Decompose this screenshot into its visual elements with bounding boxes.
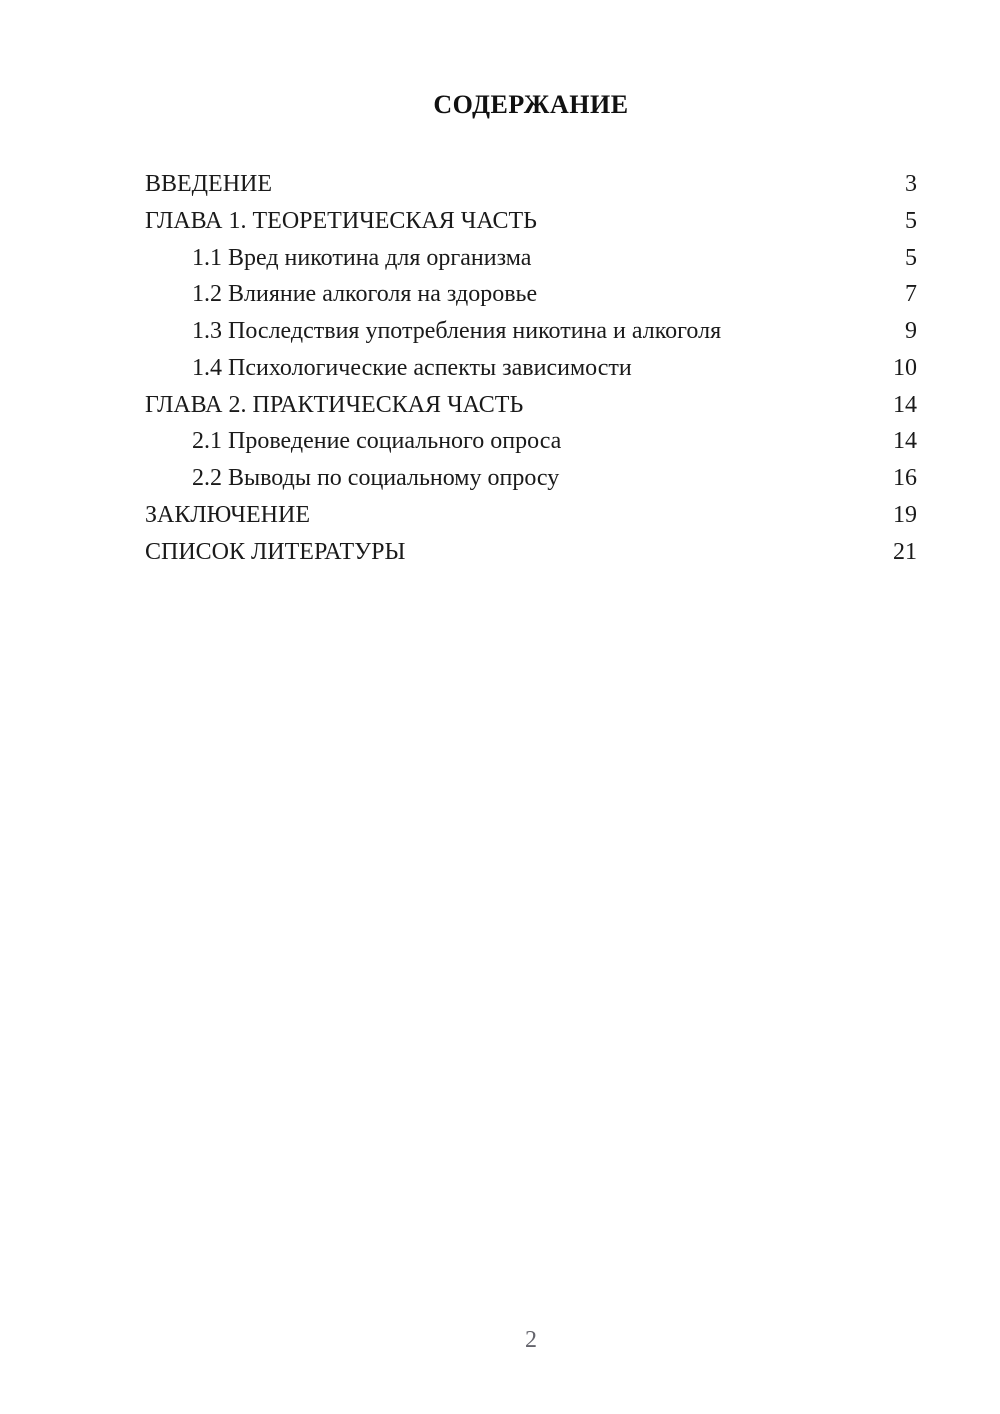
toc-entry: [145, 387, 917, 424]
toc-entry-page-number: 3: [905, 171, 917, 197]
toc-entry-label: 1.2 Влияние алкоголя на здоровье: [192, 281, 538, 308]
toc-entry-label: 2.2 Выводы по социальному опросу: [192, 465, 560, 491]
page-number-footer: 2: [525, 1327, 537, 1353]
toc-entry-page-number: 10: [893, 354, 917, 381]
toc-entry: [145, 534, 917, 571]
toc-entry-page-number: 9: [905, 318, 917, 344]
toc-entry-page-number: 7: [905, 281, 917, 308]
toc-entry-page-number: 14: [893, 391, 917, 418]
toc-entry-label: 1.3 Последствия употребления никотина и алкоголя: [192, 318, 722, 344]
toc-entry: [145, 423, 917, 460]
toc-entry-page-number: 19: [893, 501, 917, 528]
page-title: СОДЕРЖАНИЕ: [433, 90, 629, 119]
toc-entry: [145, 460, 917, 497]
toc-entry-label: ВВЕДЕНИЕ: [145, 171, 273, 197]
toc-entry-label: ГЛАВА 1. ТЕОРЕТИЧЕСКАЯ ЧАСТЬ: [145, 207, 537, 234]
toc-entry-page-number: 14: [893, 428, 917, 455]
toc-entry-page-number: 5: [905, 207, 917, 234]
toc-entry: [145, 276, 917, 313]
toc-entry-label: ЗАКЛЮЧЕНИЕ: [145, 501, 310, 528]
toc-entry-label: ГЛАВА 2. ПРАКТИЧЕСКАЯ ЧАСТЬ: [145, 391, 524, 418]
toc-entry-label: 1.1 Вред никотина для организма: [192, 244, 532, 271]
toc-entry-page-number: 5: [905, 244, 917, 271]
toc-entry-page-number: 16: [893, 465, 917, 491]
toc-entry: [145, 203, 917, 240]
toc-entry: [145, 350, 917, 387]
toc-entry-page-number: 21: [893, 538, 917, 565]
toc-entry-label: 2.1 Проведение социального опроса: [192, 428, 562, 455]
toc-entry-label: 1.4 Психологические аспекты зависимости: [192, 354, 632, 381]
toc-entry: [145, 240, 917, 277]
table-of-contents: [145, 166, 917, 570]
toc-entry: [145, 166, 917, 203]
toc-entry: [145, 497, 917, 534]
toc-entry: [145, 313, 917, 350]
toc-entry-label: СПИСОК ЛИТЕРАТУРЫ: [145, 538, 406, 565]
